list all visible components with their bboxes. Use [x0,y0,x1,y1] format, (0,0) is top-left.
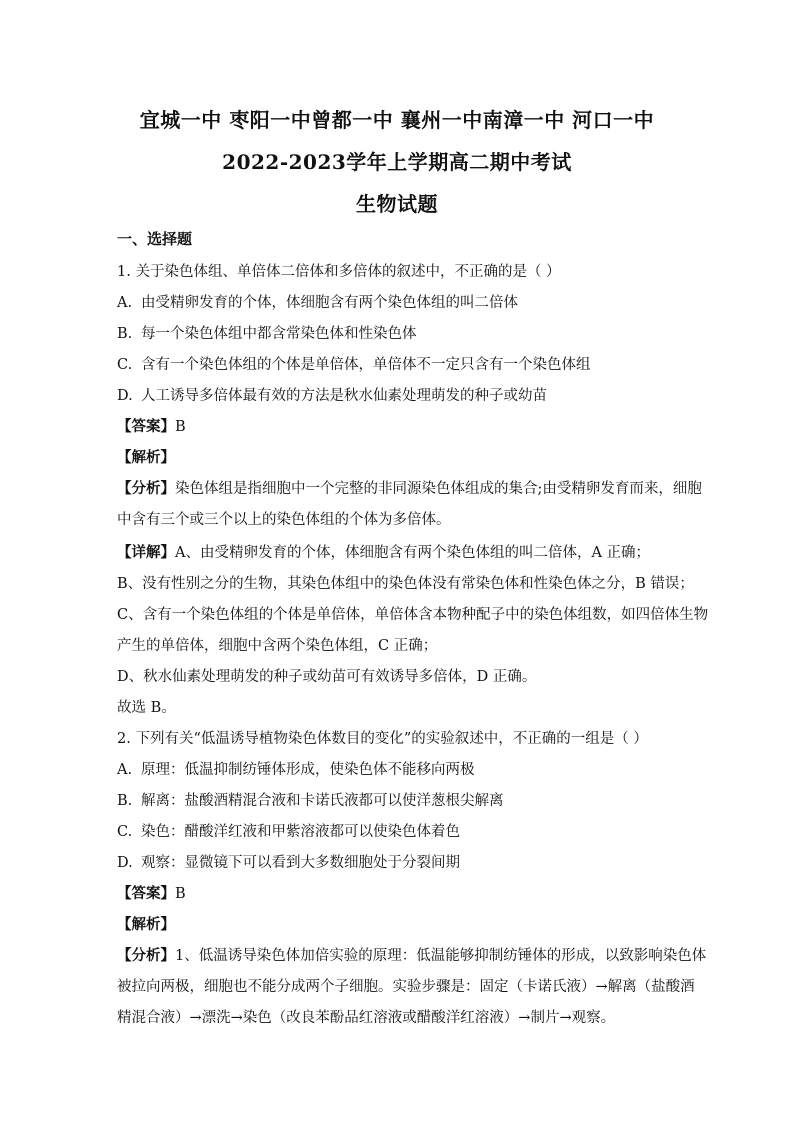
option-text: 解离：盐酸酒精混合液和卡诺氏液都可以使洋葱根尖解离 [141,793,504,809]
q1-option-c [117,353,591,374]
xiangjie-tag: 【详解】 [117,544,175,561]
question-2-stem: 2. 下列有关“低温诱导植物染色体数目的变化”的实验叙述中，不正确的一组是（ ） [117,731,648,747]
q2-option-b [117,789,504,810]
option-label: D. [117,388,133,404]
option-text: 观察：显微镜下可以看到大多数细胞处于分裂间期 [141,855,460,871]
option-label: C. [117,824,133,840]
analysis-tag: 【解析】 [117,916,175,933]
detail-text: A、由受精卵发育的个体，体细胞含有两个染色体组的叫二倍体，A 正确； [175,545,651,561]
answer-tag: 【答案】 [117,885,175,902]
q1-answer [117,415,186,436]
q2-fenxi-line-2: 被拉向两极，细胞也不能分成两个子细胞。实验步骤是：固定（卡诺氏液）→解离（盐酸酒 [117,979,695,995]
q2-option-a [117,758,475,779]
q2-answer [117,882,186,903]
option-label: B. [117,326,133,342]
option-text: 由受精卵发育的个体，体细胞含有两个染色体组的叫二倍体 [141,295,518,311]
q1-option-d [117,384,547,405]
q1-fenxi-line-1 [117,477,702,498]
q1-detail-c-line-2: 产生的单倍体，细胞中含两个染色体组，C 正确； [117,638,438,654]
fenxi-text: 1、低温诱导染色体加倍实验的原理：低温能够抑制纺锤体的形成，以致影响染色体 [175,948,707,964]
q2-analysis-tag [117,913,175,934]
answer-value: B [175,419,186,435]
q2-option-d [117,851,460,872]
question-1-stem: 1. 关于染色体组、单倍体二倍体和多倍体的叙述中，不正确的是（ ） [117,264,561,280]
q1-detail-d: D、秋水仙素处理萌发的种子或幼苗可有效诱导多倍体，D 正确。 [117,669,537,685]
section-heading: 一、选择题 [117,230,193,248]
option-text: 原理：低温抑制纺锤体形成，使染色体不能移向两极 [141,762,475,778]
fenxi-tag: 【分析】 [117,947,175,964]
q1-detail-c-line-1: C、含有一个染色体组的个体是单倍体，单倍体含本物种配子中的染色体组数，如四倍体生物 [117,607,709,623]
fenxi-tag: 【分析】 [117,480,175,497]
q1-detail-b: B、没有性别之分的生物，其染色体组中的染色体没有常染色体和性染色体之分，B 错误； [117,576,694,592]
fenxi-text: 染色体组是指细胞中一个完整的非同源染色体组成的集合;由受精卵发育而来，细胞 [175,481,702,497]
q2-fenxi-line-3: 精混合液）→漂洗→染色（改良苯酚品红溶液或醋酸洋红溶液）→制片→观察。 [117,1010,616,1026]
answer-value: B [175,886,186,902]
analysis-tag: 【解析】 [117,449,175,466]
q1-fenxi-line-2: 中含有三个或三个以上的染色体组的个体为多倍体。 [117,512,451,528]
term-title: 2022-2023学年上学期高二期中考试 [222,150,572,174]
option-label: B. [117,793,133,809]
school-names-title: 宜城一中 枣阳一中曾都一中 襄州一中南漳一中 河口一中 [139,108,655,132]
option-label: C. [117,357,133,373]
q2-option-c [117,820,460,841]
option-label: A. [117,762,133,778]
q2-fenxi-line-1 [117,944,706,965]
q1-option-b [117,322,417,343]
q1-option-a [117,291,518,312]
option-label: A. [117,295,133,311]
option-text: 染色：醋酸洋红液和甲紫溶液都可以使染色体着色 [141,824,460,840]
option-text: 含有一个染色体组的个体是单倍体，单倍体不一定只含有一个染色体组 [141,357,591,373]
subject-title: 生物试题 [356,192,438,216]
option-text: 人工诱导多倍体最有效的方法是秋水仙素处理萌发的种子或幼苗 [141,388,547,404]
q1-analysis-tag [117,446,175,467]
q1-detail-a [117,541,650,562]
answer-tag: 【答案】 [117,418,175,435]
option-label: D. [117,855,133,871]
option-text: 每一个染色体组中都含常染色体和性染色体 [141,326,417,342]
q1-conclusion: 故选 B。 [117,700,176,716]
